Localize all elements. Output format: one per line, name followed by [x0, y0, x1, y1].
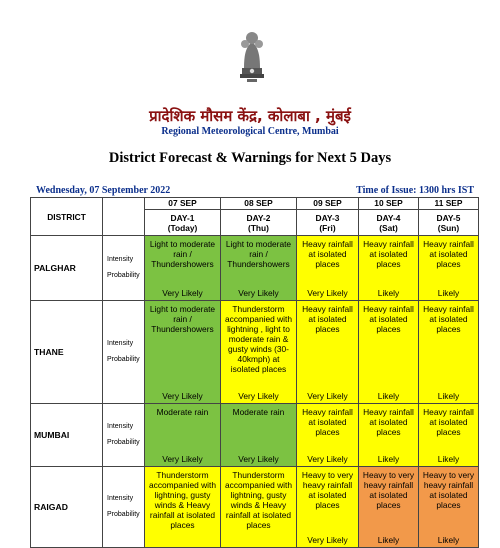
probability-label: Probability: [107, 272, 140, 279]
district-name: THANE: [31, 301, 103, 404]
day-date-header: 09 SEP: [297, 198, 359, 210]
forecast-intensity: Heavy rainfall at isolated places: [423, 239, 474, 269]
forecast-cell: [221, 236, 297, 301]
forecast-intensity: Thunderstorm accompanied with lightning , light to moderate rain & gusty winds (30-40kmph) at isolated places: [224, 304, 293, 374]
district-name: PALGHAR: [31, 236, 103, 301]
intensity-label: Intensity: [107, 340, 134, 347]
row-labels: [103, 236, 145, 301]
day-weekday: (Fri): [319, 222, 336, 233]
org-name-english: Regional Meteorological Centre, Mumbai: [161, 126, 339, 137]
forecast-intensity: Light to moderate rain / Thundershowers: [225, 239, 292, 269]
district-header: DISTRICT: [31, 198, 103, 236]
district-name: RAIGAD: [31, 467, 103, 548]
intensity-label: Intensity: [107, 495, 134, 502]
forecast-intensity: Heavy rainfall at isolated places: [363, 239, 414, 269]
day-number: DAY-2: [246, 212, 271, 223]
forecast-cell: [297, 404, 359, 467]
forecast-intensity: Heavy to very heavy rainfall at isolated places: [362, 470, 415, 510]
probability-label: Probability: [107, 511, 140, 518]
day-date-header: 08 SEP: [221, 198, 297, 210]
row-labels: [103, 404, 145, 467]
probability-label: Probability: [107, 356, 140, 363]
forecast-intensity: Heavy rainfall at isolated places: [302, 239, 353, 269]
forecast-probability: [221, 545, 296, 547]
forecast-cell: [297, 301, 359, 404]
intensity-label: Intensity: [107, 256, 134, 263]
forecast-intensity: Moderate rain: [156, 407, 209, 417]
forecast-probability: Very Likely: [238, 391, 279, 401]
forecast-cell: [145, 236, 221, 301]
table-row: [31, 301, 479, 404]
row-labels: [103, 467, 145, 548]
forecast-intensity: Heavy rainfall at isolated places: [423, 407, 474, 437]
intensity-label: Intensity: [107, 423, 134, 430]
issue-date: Wednesday, 07 September 2022: [36, 185, 171, 196]
forecast-intensity: Heavy to very heavy rainfall at isolated places: [422, 470, 475, 510]
forecast-intensity: Heavy rainfall at isolated places: [302, 304, 353, 334]
day-number: DAY-4: [376, 212, 401, 223]
day-label-header: [359, 210, 419, 236]
forecast-probability: Likely: [377, 288, 400, 298]
report-header: [0, 0, 500, 180]
table-row: [31, 467, 479, 548]
forecast-cell: [359, 467, 419, 548]
forecast-cell: [359, 301, 419, 404]
forecast-cell: [419, 236, 479, 301]
issue-time: Time of Issue: 1300 hrs IST: [356, 185, 474, 196]
forecast-probability: Likely: [377, 454, 400, 464]
forecast-probability: Very Likely: [162, 454, 203, 464]
forecast-probability: Very Likely: [307, 288, 348, 298]
day-label-header: [419, 210, 479, 236]
day-date-header: 11 SEP: [419, 198, 479, 210]
forecast-cell: [359, 236, 419, 301]
forecast-intensity: Heavy rainfall at isolated places: [363, 304, 414, 334]
forecast-cell: [145, 467, 221, 548]
forecast-probability: Likely: [377, 535, 400, 545]
table-row: [31, 404, 479, 467]
forecast-intensity: Heavy rainfall at isolated places: [363, 407, 414, 437]
day-weekday: (Sat): [379, 222, 398, 233]
forecast-cell: [221, 301, 297, 404]
forecast-probability: Very Likely: [162, 391, 203, 401]
forecast-cell: [297, 467, 359, 548]
forecast-cell: [419, 301, 479, 404]
row-labels: [103, 301, 145, 404]
table-row: [31, 236, 479, 301]
day-weekday: (Thu): [248, 222, 269, 233]
forecast-probability: Likely: [437, 535, 460, 545]
forecast-cell: [297, 236, 359, 301]
day-weekday: (Today): [167, 222, 198, 233]
forecast-intensity: Heavy to very heavy rainfall at isolated places: [301, 470, 354, 510]
org-name-hindi: प्रादेशिक मौसम केंद्र, कोलाबा , मुंबई: [149, 107, 351, 125]
forecast-intensity: Heavy rainfall at isolated places: [423, 304, 474, 334]
forecast-probability: [145, 545, 220, 547]
forecast-intensity: Thunderstorm accompanied with lightning, gusty winds & Heavy rainfall at isolated places: [224, 470, 293, 530]
forecast-cell: [145, 301, 221, 404]
forecast-probability: Likely: [437, 454, 460, 464]
forecast-probability: Likely: [437, 391, 460, 401]
day-date-header: 10 SEP: [359, 198, 419, 210]
forecast-intensity: Thunderstorm accompanied with lightning, gusty winds & Heavy rainfall at isolated places: [148, 470, 217, 530]
page-title: District Forecast & Warnings for Next 5 Days: [108, 150, 392, 166]
day-number: DAY-5: [436, 212, 461, 223]
forecast-cell: [221, 467, 297, 548]
label-header: [103, 198, 145, 236]
forecast-intensity: Light to moderate rain / Thundershowers: [149, 239, 216, 269]
day-number: DAY-1: [170, 212, 195, 223]
forecast-intensity: Heavy rainfall at isolated places: [302, 407, 353, 437]
day-label-header: [297, 210, 359, 236]
forecast-table: [30, 197, 479, 548]
day-label-header: [145, 210, 221, 236]
forecast-probability: Very Likely: [307, 391, 348, 401]
day-weekday: (Sun): [437, 222, 460, 233]
forecast-probability: Likely: [377, 391, 400, 401]
district-name: MUMBAI: [31, 404, 103, 467]
forecast-probability: Very Likely: [307, 454, 348, 464]
day-label-header: [221, 210, 297, 236]
forecast-probability: Very Likely: [238, 454, 279, 464]
forecast-probability: Very Likely: [238, 288, 279, 298]
day-date-header: 07 SEP: [145, 198, 221, 210]
national-emblem-icon: [234, 22, 270, 92]
forecast-probability: Very Likely: [162, 288, 203, 298]
forecast-cell: [419, 404, 479, 467]
forecast-cell: [359, 404, 419, 467]
day-number: DAY-3: [315, 212, 340, 223]
forecast-cell: [145, 404, 221, 467]
forecast-probability: Very Likely: [307, 535, 348, 545]
forecast-cell: [221, 404, 297, 467]
forecast-probability: Likely: [437, 288, 460, 298]
probability-label: Probability: [107, 439, 140, 446]
forecast-intensity: Light to moderate rain / Thundershowers: [149, 304, 216, 334]
forecast-cell: [419, 467, 479, 548]
forecast-intensity: Moderate rain: [232, 407, 285, 417]
